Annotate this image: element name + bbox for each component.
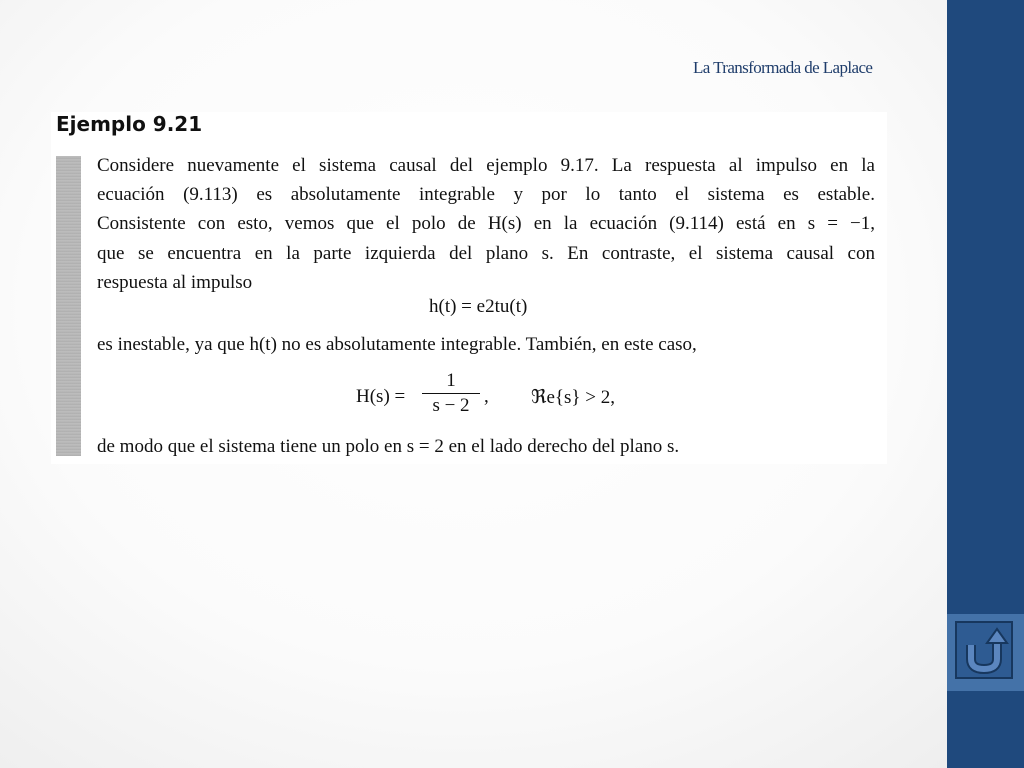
fraction-numerator: 1 <box>446 370 456 391</box>
fraction <box>422 370 480 417</box>
text-line: Considere nuevamente el sistema causal del ejemplo 9.17. La respuesta al impulso en la <box>97 155 875 176</box>
example-paragraph <box>97 151 875 297</box>
equation-separator: , <box>484 386 489 407</box>
text-line: de modo que el sistema tiene un polo en s = 2 en el lado derecho del plano s. <box>97 436 680 457</box>
text-line: respuesta al impulso <box>97 271 253 293</box>
text-line: ecuación (9.113) es absolutamente integrable y por lo tanto el sistema es estable. <box>97 184 875 206</box>
scanned-example <box>51 112 887 464</box>
u-turn-return-icon <box>957 623 1011 677</box>
example-title: Ejemplo 9.21 <box>56 112 203 136</box>
text-line: que se encuentra en la parte izquierda del plano s. En contraste, el sistema causal con <box>97 242 875 264</box>
return-button[interactable] <box>955 621 1013 679</box>
scan-margin-bar <box>56 156 81 456</box>
equation-impulse-response: h(t) = e2tu(t) <box>429 296 528 317</box>
fraction-denominator: s − 2 <box>432 395 470 416</box>
equation-transfer-function <box>356 370 636 426</box>
slide-title: La Transformada de Laplace <box>693 58 873 77</box>
fraction-bar <box>422 393 480 394</box>
text-line: Consistente con esto, vemos que el polo de H(s) en la ecuación (9.114) está en s = −1, <box>97 213 875 235</box>
equation-lhs: H(s) = <box>356 386 406 407</box>
text-line: es inestable, ya que h(t) no es absolutamente integrable. También, en este caso, <box>97 334 697 355</box>
region-of-convergence: ℜe{s} > 2, <box>531 387 615 408</box>
